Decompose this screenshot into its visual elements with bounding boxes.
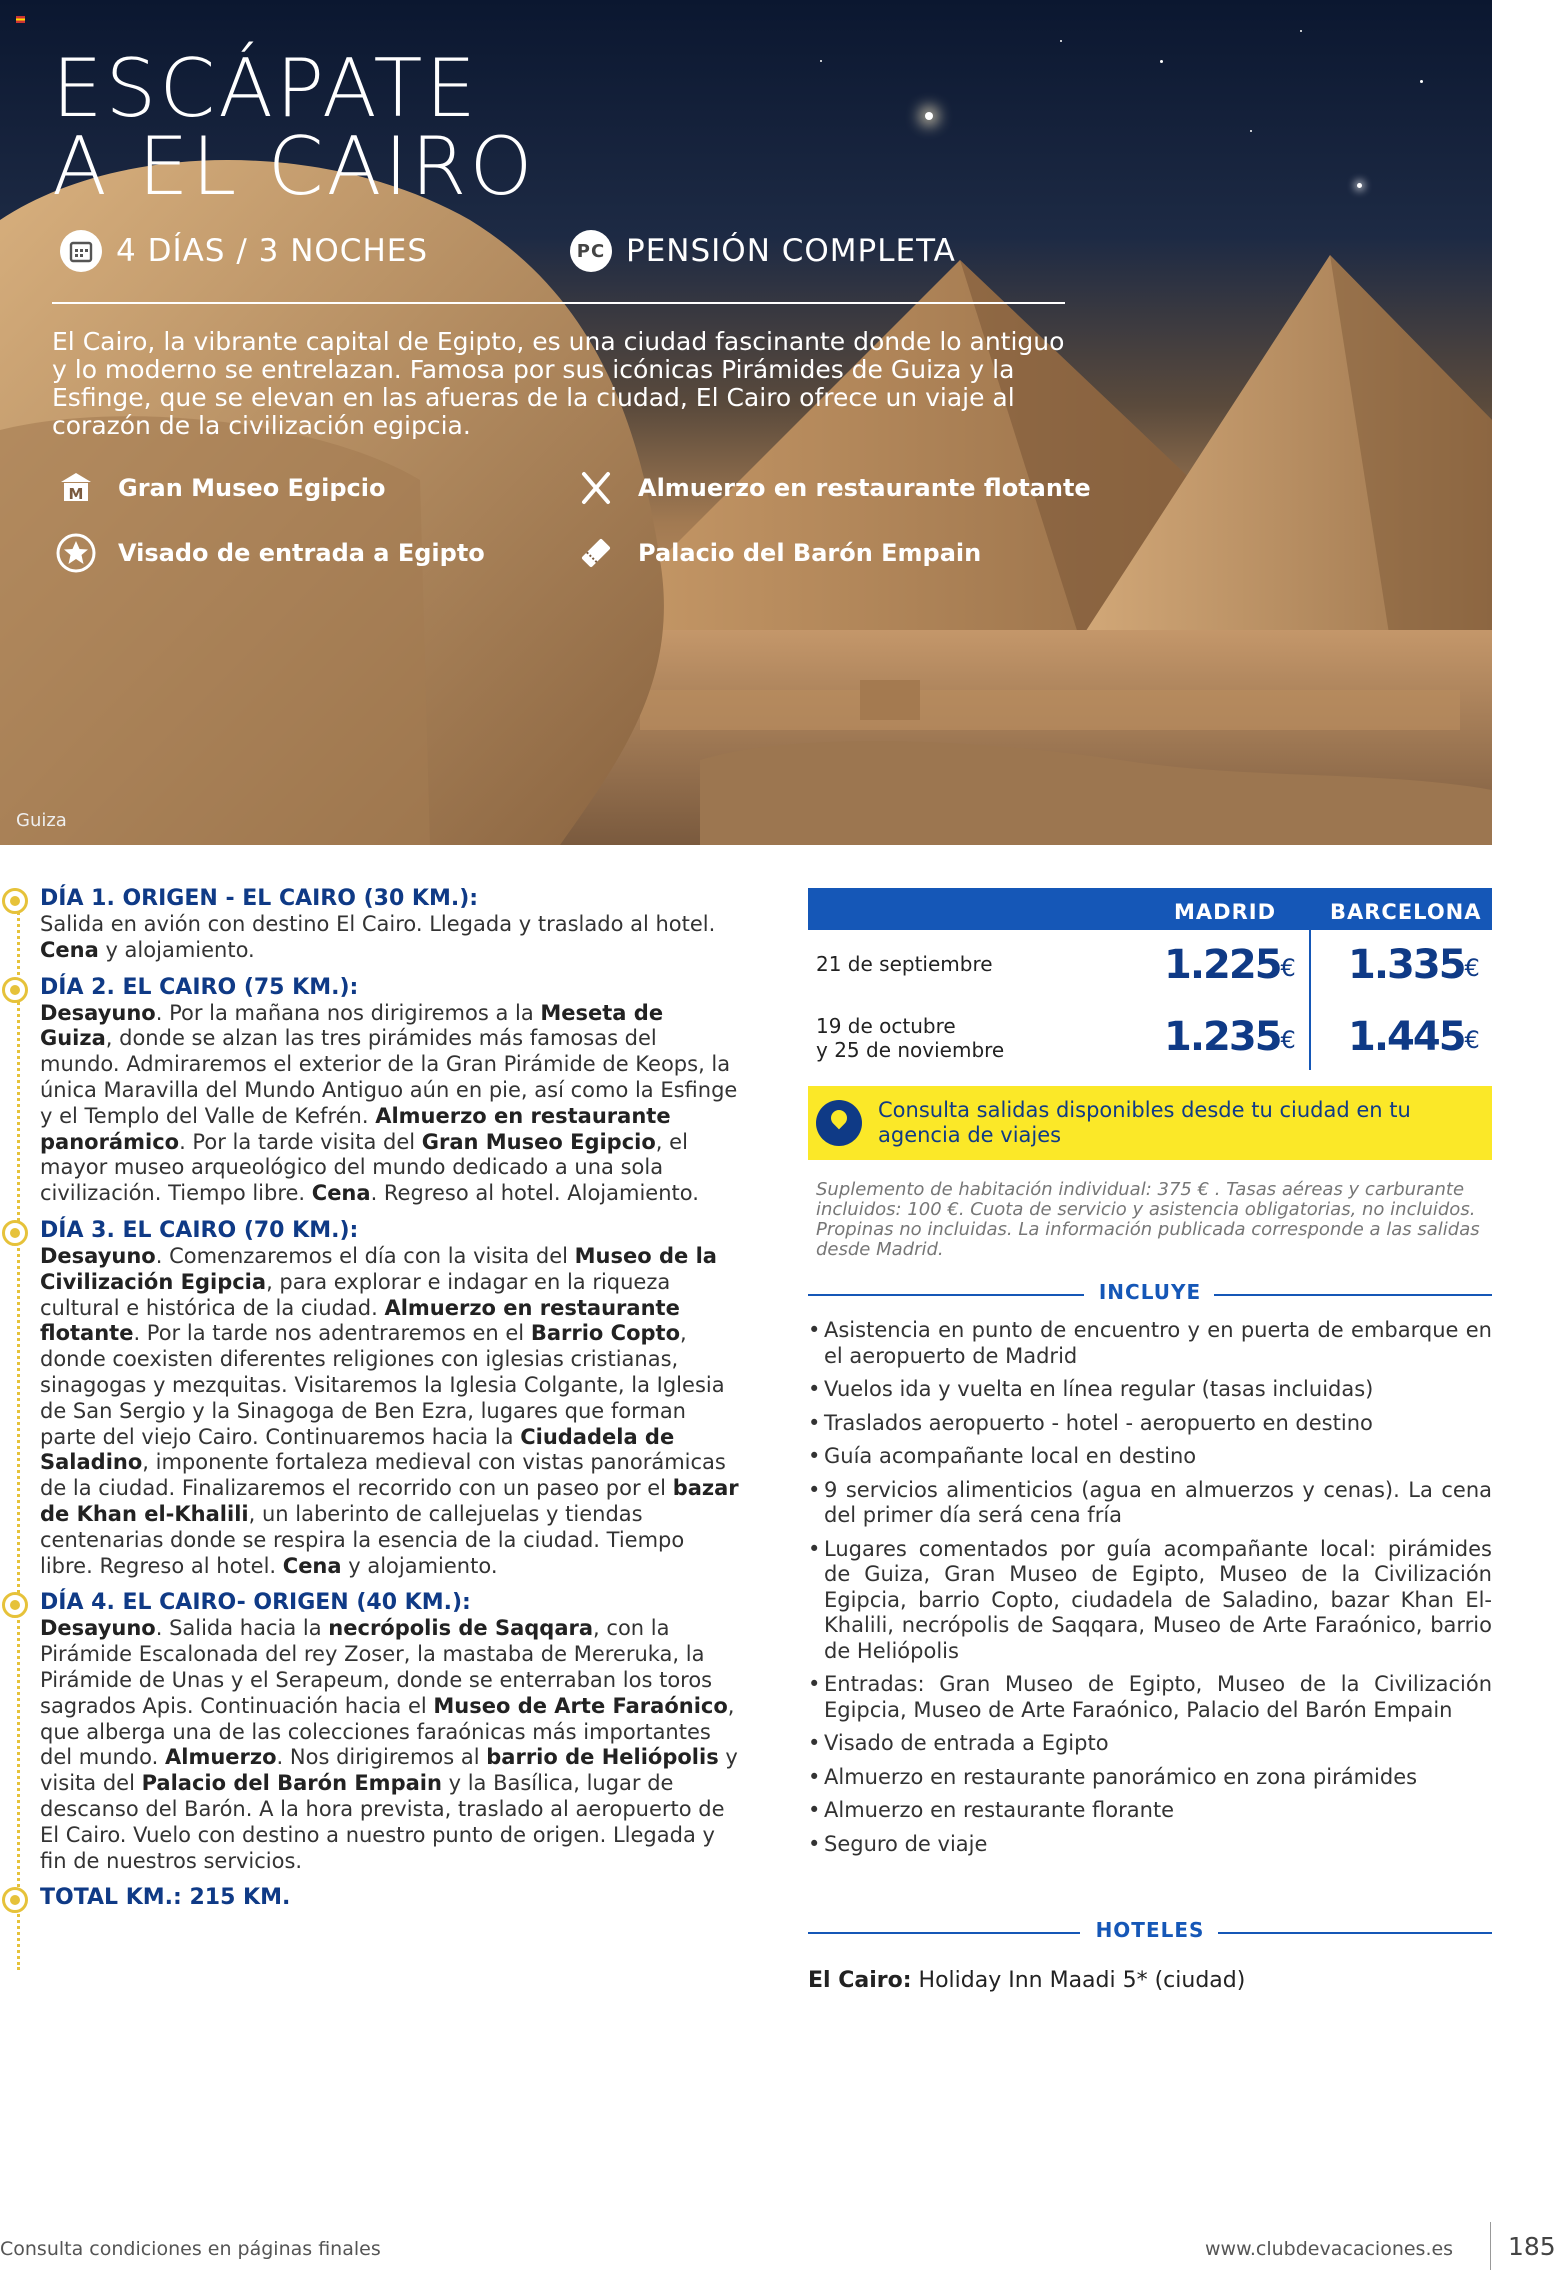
footer-divider	[1490, 2222, 1491, 2270]
price-row-2-barcelona: 1.445€	[1348, 1014, 1480, 1060]
footer-conditions: Consulta condiciones en páginas finales	[0, 2238, 381, 2260]
itinerary-day	[0, 1217, 740, 1579]
price-row-2-label: 19 de octubre y 25 de noviembre	[816, 1014, 1005, 1062]
fork-knife-icon	[576, 468, 616, 508]
day-description: Desayuno. Por la mañana nos dirigiremos a la Meseta de Guiza, donde se alzan las tres pirámides más famosas del mundo. Admiraremos el exterior de la Gran Pirámide de Keops, la única Maravilla del Mundo Antiguo aún en pie, así como la Esfinge y el Templo del Valle de Kefrén. Almuerzo en restaurante panorámico. Por la tarde visita del Gran Museo Egipcio, el mayor museo arqueológico del mundo dedicado a una sola civilización. Tiempo libre. Cena. Regreso al hotel. Alojamiento.	[40, 1000, 738, 1206]
timeline-dot-icon	[2, 1887, 28, 1913]
svg-text:M: M	[68, 485, 84, 503]
hero-image	[0, 0, 1492, 845]
include-item: • Guía acompañante local en destino	[808, 1444, 1492, 1470]
column-madrid: MADRID	[1174, 900, 1276, 924]
board-badge	[570, 230, 956, 272]
includes-heading	[808, 1280, 1492, 1310]
include-item: • Almuerzo en restaurante florante	[808, 1798, 1492, 1824]
include-item: • Visado de entrada a Egipto	[808, 1731, 1492, 1757]
price-row-2-madrid: 1.235€	[1164, 1014, 1296, 1060]
itinerary-day	[0, 974, 740, 1207]
include-item: • Traslados aeropuerto - hotel - aeropuerto en destino	[808, 1411, 1492, 1437]
day-description: Salida en avión con destino El Cairo. Llegada y traslado al hotel. Cena y alojamiento.	[40, 912, 716, 962]
timeline-dot-icon	[2, 977, 28, 1003]
include-item: • Vuelos ida y vuelta en línea regular (tasas incluidas)	[808, 1377, 1492, 1403]
price-table-header	[808, 888, 1492, 930]
hotel-name: Holiday Inn Maadi 5* (ciudad)	[918, 1968, 1246, 1993]
day-title: TOTAL KM.: 215 KM.	[40, 1885, 291, 1911]
page-title	[52, 42, 852, 213]
includes-list	[808, 1318, 1492, 1865]
timeline-dot-icon	[2, 1220, 28, 1246]
duration-text: 4 DÍAS / 3 NOCHES	[116, 233, 429, 269]
page-number: 185	[1508, 2232, 1556, 2261]
hotels-title: HOTELES	[1095, 1918, 1205, 1942]
feature-3	[56, 533, 485, 573]
consult-banner	[808, 1086, 1492, 1160]
duration-badge	[60, 230, 428, 272]
price-row-1-barcelona: 1.335€	[1348, 942, 1480, 988]
include-item: • 9 servicios alimenticios (agua en almuerzos y cenas). La cena del primer día será cena fría	[808, 1478, 1492, 1529]
include-item: • Asistencia en punto de encuentro y en puerta de embarque en el aeropuerto de Madrid	[808, 1318, 1492, 1369]
price-row-1	[808, 930, 1492, 1006]
museum-icon	[56, 468, 96, 508]
ticket-icon	[576, 533, 616, 573]
include-item: • Almuerzo en restaurante panorámico en zona pirámides	[808, 1765, 1492, 1791]
itinerary	[0, 885, 740, 1921]
price-row-1-label: 21 de septiembre	[816, 952, 993, 976]
day-title: DÍA 1. ORIGEN - EL CAIRO (30 KM.):	[40, 886, 479, 911]
hero-divider	[52, 302, 1065, 304]
consult-text: Consulta salidas disponibles desde tu ciudad en tu agencia de viajes	[878, 1098, 1411, 1147]
feature-2	[576, 468, 1091, 508]
price-note: Suplemento de habitación individual: 375 € . Tasas aéreas y carburante incluidos: 100 €. Cuota de servicio y asistencia obligatorias, no incluidos. Propinas no incluidas. La información publicada corresponde a las salidas desde Madrid.	[816, 1179, 1480, 1260]
feature-3-label: Visado de entrada a Egipto	[118, 539, 485, 567]
itinerary-day	[0, 1884, 740, 1911]
itinerary-day	[0, 1589, 740, 1874]
footer-url[interactable]: www.clubdevacaciones.es	[1205, 2238, 1454, 2260]
includes-title: INCLUYE	[1098, 1280, 1202, 1304]
feature-2-label: Almuerzo en restaurante flotante	[638, 474, 1091, 502]
title-line-1: ESCÁPATE	[52, 42, 479, 135]
feature-4	[576, 533, 981, 573]
timeline-dot-icon	[2, 1592, 28, 1618]
include-item: • Entradas: Gran Museo de Egipto, Museo de la Civilización Egipcia, Museo de Arte Faraónico, Palacio del Barón Empain	[808, 1672, 1492, 1723]
day-description: Desayuno. Salida hacia la necrópolis de Saqqara, con la Pirámide Escalonada del rey Zoser, la mastaba de Mereruka, la Pirámide de Unas y el Serapeum, donde se enterraban los toros sagrados Apis. Continuación hacia el Museo de Arte Faraónico, que alberga una de las colecciones faraónicas más importantes del mundo. Almuerzo. Nos dirigiremos al barrio de Heliópolis y visita del Palacio del Barón Empain y la Basílica, lugar de descanso del Barón. A la hora prevista, traslado al aeropuerto de El Cairo. Vuelo con destino a nuestro punto de origen. Llegada y fin de nuestros servicios.	[40, 1616, 738, 1873]
column-barcelona: BARCELONA	[1330, 900, 1482, 924]
feature-1	[56, 468, 385, 508]
price-row-1-madrid: 1.225€	[1164, 942, 1296, 988]
hero-intro: El Cairo, la vibrante capital de Egipto, es una ciudad fascinante donde lo antiguo y lo moderno se entrelazan. Famosa por sus icónicas Pirámides de Guiza y la Esfinge, que se elevan en las afueras de la ciudad, El Cairo ofrece un viaje al corazón de la civilización egipcia.	[52, 327, 1065, 440]
include-item: • Lugares comentados por guía acompañante local: pirámides de Guiza, Gran Museo de Egipto, Museo de la Civilización Egipcia, barrio Copto, ciudadela de Saladino, bazar Khan El-Khalili, necrópolis de Saqqara, Museo de Arte Faraónico, barrio de Heliópolis	[808, 1537, 1492, 1665]
hotel-city: El Cairo:	[808, 1968, 912, 1993]
star-badge-icon	[56, 533, 96, 573]
flag-icon	[16, 16, 25, 23]
day-description: Desayuno. Comenzaremos el día con la visita del Museo de la Civilización Egipcia, para explorar e indagar en la riqueza cultural e histórica de la ciudad. Almuerzo en restaurante flotante. Por la tarde nos adentraremos en el Barrio Copto, donde coexisten diferentes religiones con iglesias cristianas, sinagogas y mezquitas. Visitaremos la Iglesia Colgante, la Iglesia de San Sergio y la Sinagoga de Ben Ezra, lugares que forman parte del viejo Cairo. Continuaremos hacia la Ciudadela de Saladino, imponente fortaleza medieval con vistas panorámicas de la ciudad. Finalizaremos el recorrido con un paseo por el bazar de Khan el-Khalili, un laberinto de callejuelas y tiendas centenarias donde se respira la esencia de la ciudad. Tiempo libre. Regreso al hotel. Cena y alojamiento.	[40, 1243, 739, 1578]
hotel-entry	[808, 1968, 1245, 1993]
itinerary-day	[0, 885, 740, 964]
price-row-2	[808, 1006, 1492, 1078]
day-title: DÍA 3. EL CAIRO (70 KM.):	[40, 1217, 359, 1243]
hotels-heading	[808, 1918, 1492, 1948]
board-text: PENSIÓN COMPLETA	[626, 233, 956, 269]
include-item: • Seguro de viaje	[808, 1832, 1492, 1858]
location-pin-icon	[816, 1100, 862, 1146]
feature-1-label: Gran Museo Egipcio	[118, 474, 386, 502]
photo-caption: Guiza	[16, 810, 67, 831]
board-code-icon: PC	[570, 230, 612, 272]
feature-4-label: Palacio del Barón Empain	[638, 539, 982, 567]
title-line-2: A EL CAIRO	[52, 120, 536, 213]
calendar-icon	[60, 230, 102, 272]
day-title: DÍA 2. EL CAIRO (75 KM.):	[40, 974, 359, 1000]
price-table	[808, 888, 1492, 1260]
day-title: DÍA 4. EL CAIRO- ORIGEN (40 KM.):	[40, 1590, 471, 1616]
timeline-dot-icon	[2, 888, 28, 914]
